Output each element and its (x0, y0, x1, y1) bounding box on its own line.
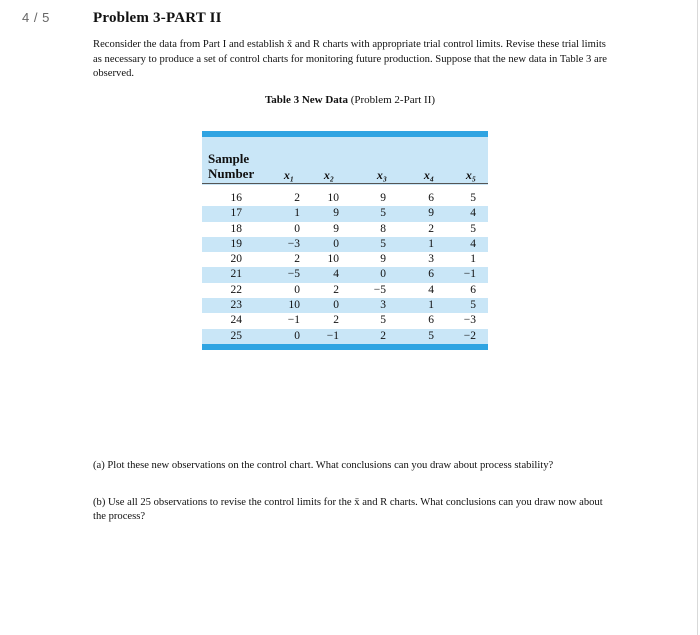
cell-x3: 0 (380, 268, 386, 281)
table-row (202, 206, 488, 221)
table-body (202, 185, 488, 344)
cell-x4: 1 (428, 237, 434, 250)
cell-x4: 6 (428, 268, 434, 281)
cell-x3: 3 (380, 299, 386, 312)
table-bottom-rule (202, 344, 488, 350)
cell-x3: −5 (373, 283, 386, 296)
cell-x4: 1 (428, 299, 434, 312)
question-a: (a) Plot these new observations on the control chart. What conclusions can you draw about process stability? (93, 460, 554, 471)
cell-x2: 2 (333, 314, 339, 327)
cell-x1: 2 (294, 253, 300, 266)
cell-x5: 5 (470, 222, 476, 235)
cell-x5: 4 (470, 207, 476, 220)
table-row (202, 237, 488, 252)
cell-x3: 5 (380, 314, 386, 327)
cell-x5: −3 (463, 314, 476, 327)
cell-x1: 0 (294, 222, 300, 235)
cell-x2: −1 (326, 329, 339, 342)
table-caption-label: Table 3 New Data (264, 94, 348, 106)
cell-sample: 25 (230, 329, 242, 342)
cell-x1: 0 (294, 329, 300, 342)
table-caption (0, 94, 700, 106)
cell-x5: 5 (470, 192, 476, 204)
cell-x4: 3 (428, 253, 434, 266)
cell-x2: 2 (333, 283, 339, 296)
cell-x5: 5 (470, 299, 476, 312)
cell-x1: −1 (287, 314, 300, 327)
table-row (202, 252, 488, 267)
cell-x2: 0 (333, 299, 339, 312)
cell-sample: 18 (230, 222, 242, 235)
cell-x5: −1 (463, 268, 476, 281)
cell-x1: 1 (294, 207, 300, 220)
header-col-x4: x₄ (423, 168, 435, 182)
cell-x5: 1 (470, 253, 476, 266)
table-header (202, 137, 488, 185)
cell-x4: 6 (428, 314, 434, 327)
cell-x2: 0 (333, 237, 339, 250)
cell-sample: 22 (230, 283, 242, 296)
cell-x3: 2 (380, 329, 386, 342)
cell-x3: 9 (380, 192, 386, 204)
header-label-line2: Number (208, 166, 255, 181)
problem-title: Problem 3-PART II (93, 10, 222, 26)
cell-x2: 10 (327, 253, 339, 266)
cell-x4: 2 (428, 222, 434, 235)
page-counter: 4 / 5 (22, 10, 50, 25)
cell-sample: 20 (230, 253, 242, 266)
table-row (202, 267, 488, 282)
cell-sample: 24 (230, 314, 242, 327)
header-divider (202, 183, 488, 184)
header-col-x1: x₁ (283, 168, 295, 182)
table-row (202, 222, 488, 237)
cell-x4: 4 (428, 283, 434, 296)
cell-x4: 9 (428, 207, 434, 220)
cell-sample: 21 (230, 268, 242, 281)
cell-x5: 6 (470, 283, 476, 296)
cell-x1: 0 (294, 283, 300, 296)
cell-x3: 8 (380, 222, 386, 235)
data-table (202, 131, 488, 350)
question-b: (b) Use all 25 observations to revise the control limits for the x̄ and R charts. What conclusions can you draw now about the process? (93, 497, 603, 522)
cell-x1: −3 (287, 237, 300, 250)
table-row (202, 313, 488, 328)
cell-sample: 17 (230, 207, 242, 220)
table-row (202, 283, 488, 298)
header-col-x5: x₅ (465, 168, 477, 182)
cell-x5: −2 (463, 329, 476, 342)
cell-x2: 9 (333, 207, 339, 220)
cell-x2: 10 (327, 192, 339, 204)
cell-x4: 6 (428, 192, 434, 204)
table-row (202, 329, 488, 344)
cell-x1: 10 (288, 299, 300, 312)
header-label-line1: Sample (208, 151, 250, 166)
cell-x4: 5 (428, 329, 434, 342)
header-sample-number (208, 151, 254, 181)
cell-sample: 19 (230, 237, 242, 250)
cell-x1: 2 (294, 192, 300, 204)
cell-x5: 4 (470, 237, 476, 250)
table-row (202, 191, 488, 206)
cell-x2: 9 (333, 222, 339, 235)
intro-paragraph: Reconsider the data from Part I and establish x̄ and R charts with appropriate trial control limits. Revise these trial limits as necessary to produce a set of control charts for monitoring future production. Suppose that the new data in Table 3 are observed. (93, 39, 607, 79)
table-caption-suffix: (Problem 2-Part II) (347, 94, 436, 106)
cell-x3: 5 (380, 237, 386, 250)
header-col-x2: x₂ (323, 168, 335, 182)
cell-x3: 5 (380, 207, 386, 220)
cell-x3: 9 (380, 253, 386, 266)
header-col-x3: x₃ (376, 168, 388, 182)
cell-x2: 4 (333, 268, 339, 281)
cell-sample: 23 (230, 299, 242, 312)
cell-sample: 16 (230, 192, 242, 204)
cell-x1: −5 (287, 268, 300, 281)
table-row (202, 298, 488, 313)
